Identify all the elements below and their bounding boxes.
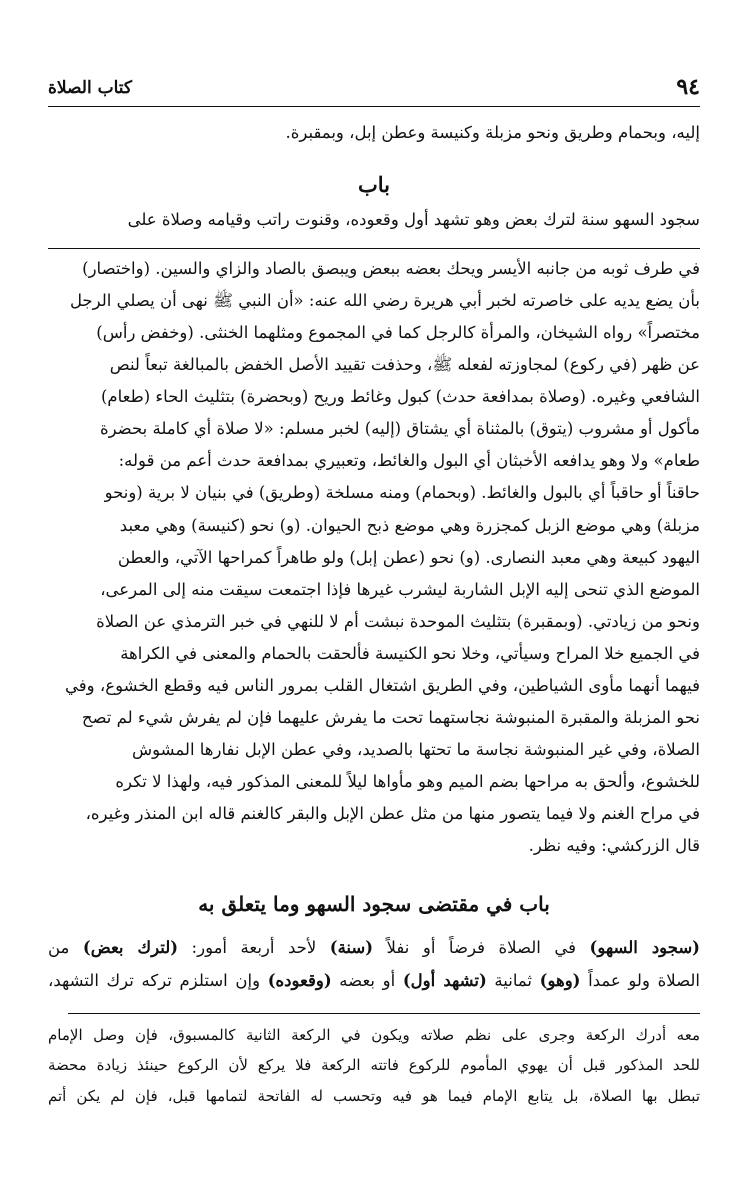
chapter-subheading: سجود السهو سنة لترك بعض وهو تشهد أول وقعوده، وقنوت راتب وقيامه وصلاة على [127, 209, 700, 229]
commentary-line: مختصراً» رواه الشيخان، والمرأة كالرجل كما في المجموع ومثلهما الخنثى. (وخفض رأس) [96, 322, 700, 342]
commentary-line: مأكول أو مشروب (يتوق) بالمثناة أي يشتاق (إليه) لخبر مسلم: «لا صلاة أي كاملة بحضرة [99, 419, 700, 439]
bold-term: (لترك بعض) [82, 937, 179, 957]
section-heading: باب في مقتضى سجود السهو وما يتعلق به [198, 891, 550, 916]
commentary-line: الشافعي وغيره. (وصلاة بمدافعة حدث) كبول وغائط وريح (وبحضرة) بتثليث الحاء (طعام) [100, 387, 700, 407]
bold-term: (سنة) [329, 937, 374, 957]
footnote-line: للحد المذكور قبل أن يهوي المأموم للركوع فاتته الركعة فلا يركع لأن الركوع حينئذ زيادة محضة [48, 1056, 700, 1075]
commentary-line: بأن يضع يديه على خاصرته لخبر أبي هريرة رضي الله عنه: «أن النبي ﷺ نهى أن يصلي الرجل [69, 290, 700, 310]
text-run: الصلاة ولو عمداً [580, 970, 700, 990]
main-text-line [48, 931, 700, 964]
text-run: لأحد أربعة أمور: [178, 937, 330, 957]
commentary-line: الصلاة، وفي غير المنبوشة نجاسة ما تحتها بالصديد، وفي عطن الإبل نفارها المشوش [132, 740, 700, 760]
bold-term: (وقعوده) [267, 970, 332, 990]
section-divider [48, 248, 700, 249]
commentary-line: فيهما أنهما مأوى الشياطين، وفي الطريق اشتغال القلب بمرور الناس فيه وقطع الخشوع، وفي [65, 676, 700, 696]
page-number: ٩٤ [676, 74, 700, 100]
chapter-heading: باب [357, 171, 390, 197]
footnote-line: معه أدرك الركعة وجرى على نظم صلاته ويكون في الركعة الثانية كالمسبوق، فإن وصل الإمام [48, 1025, 700, 1044]
commentary-line: طعام» ولا وهو يدافعه الأخبثان أي البول والغائط، وتعبيري بمدافعة حدث أعم من قوله: [118, 451, 700, 471]
commentary-line: اليهود كبيعة وهي معبد النصارى. (و) نحو (عطن إبل) ولو طاهراً كمراحها الآتي، والعطن [117, 547, 700, 567]
bold-term: (تشهد أول) [402, 970, 487, 990]
text-run: من [48, 937, 83, 957]
bold-term: (سجود السهو) [589, 937, 700, 957]
footnote-divider [68, 1013, 700, 1014]
footnote-block [48, 1020, 700, 1112]
running-header [48, 72, 700, 107]
top-line: إليه، وبحمام وطريق ونحو مزبلة وكنيسة وعطن إبل، وبمقبرة. [285, 123, 700, 142]
main-text-line [48, 964, 700, 997]
commentary-line: ونحو من زيادتي. (وبمقبرة) بتثليث الموحدة نبشت أم لا للنهي في خبر الترمذي عن الصلاة [96, 611, 700, 631]
commentary-line: عن ظهر (في ركوع) لمجاوزته لفعله ﷺ، وحذفت تقييد الأصل الخفض بالمبالغة تبعاً لنص [109, 355, 700, 375]
book-page [48, 72, 700, 1111]
commentary-line: مزبلة) وهي موضع الزبل كمجزرة وهي موضع ذبح الحيوان. (و) نحو (كنيسة) وهي معبد [119, 515, 700, 535]
text-run: وإن استلزم تركه ترك التشهد، [48, 970, 268, 990]
main-text [48, 931, 700, 997]
text-run: أو بعضه [331, 970, 403, 990]
text-run: في الصلاة فرضاً أو نفلاً [373, 937, 590, 957]
bold-term: (وهو) [539, 970, 581, 990]
text-run: ثمانية [486, 970, 540, 990]
commentary-line: في الجميع خلا المراح وسيأتي، وخلا نحو الكنيسة فألحقت بالحمام والمعنى في الكراهة [120, 643, 700, 663]
commentary-line: للخشوع، وألحق به مراحها بضم الميم وهو مأواها ليلاً للمعنى المذكور فيه، ولهذا لا تكره [115, 772, 700, 792]
commentary-line: قال الزركشي: وفيه نظر. [528, 836, 700, 856]
commentary-line: نحو المزبلة والمقبرة المنبوشة نجاستهما تحت ما يفرش عليهما فإن لم يفرش شيء لم تصح [81, 708, 700, 728]
commentary-line: الموضع الذي تنحى إليه الإبل الشاربة ليشرب غيرها فإذا اجتمعت سيقت منه إلى المرعى، [100, 579, 700, 599]
commentary-block [48, 253, 700, 863]
commentary-line: حاقناً أو حاقباً أي بالبول والغائط. (وبحمام) ومنه مسلخة (وطريق) في بنيان لا برية (ونحو [104, 483, 700, 503]
book-title: كتاب الصلاة [48, 78, 133, 98]
footnote-line: تبطل بها الصلاة، بل يتابع الإمام فيما هو فيه وتحسب له الفاتحة لتمامها قبل، فإن لم يكن أتم [48, 1086, 700, 1105]
commentary-line: في مراح الغنم ولا فيما يتصور منها من مثل عطن الإبل والبقر كالغنم قاله ابن المنذر وغيره، [85, 804, 700, 824]
commentary-line: في طرف ثوبه من جانبه الأيسر ويحك بعضه ببعض ويبصق بالصاد والزاي والسين. (واختصار) [82, 258, 700, 278]
